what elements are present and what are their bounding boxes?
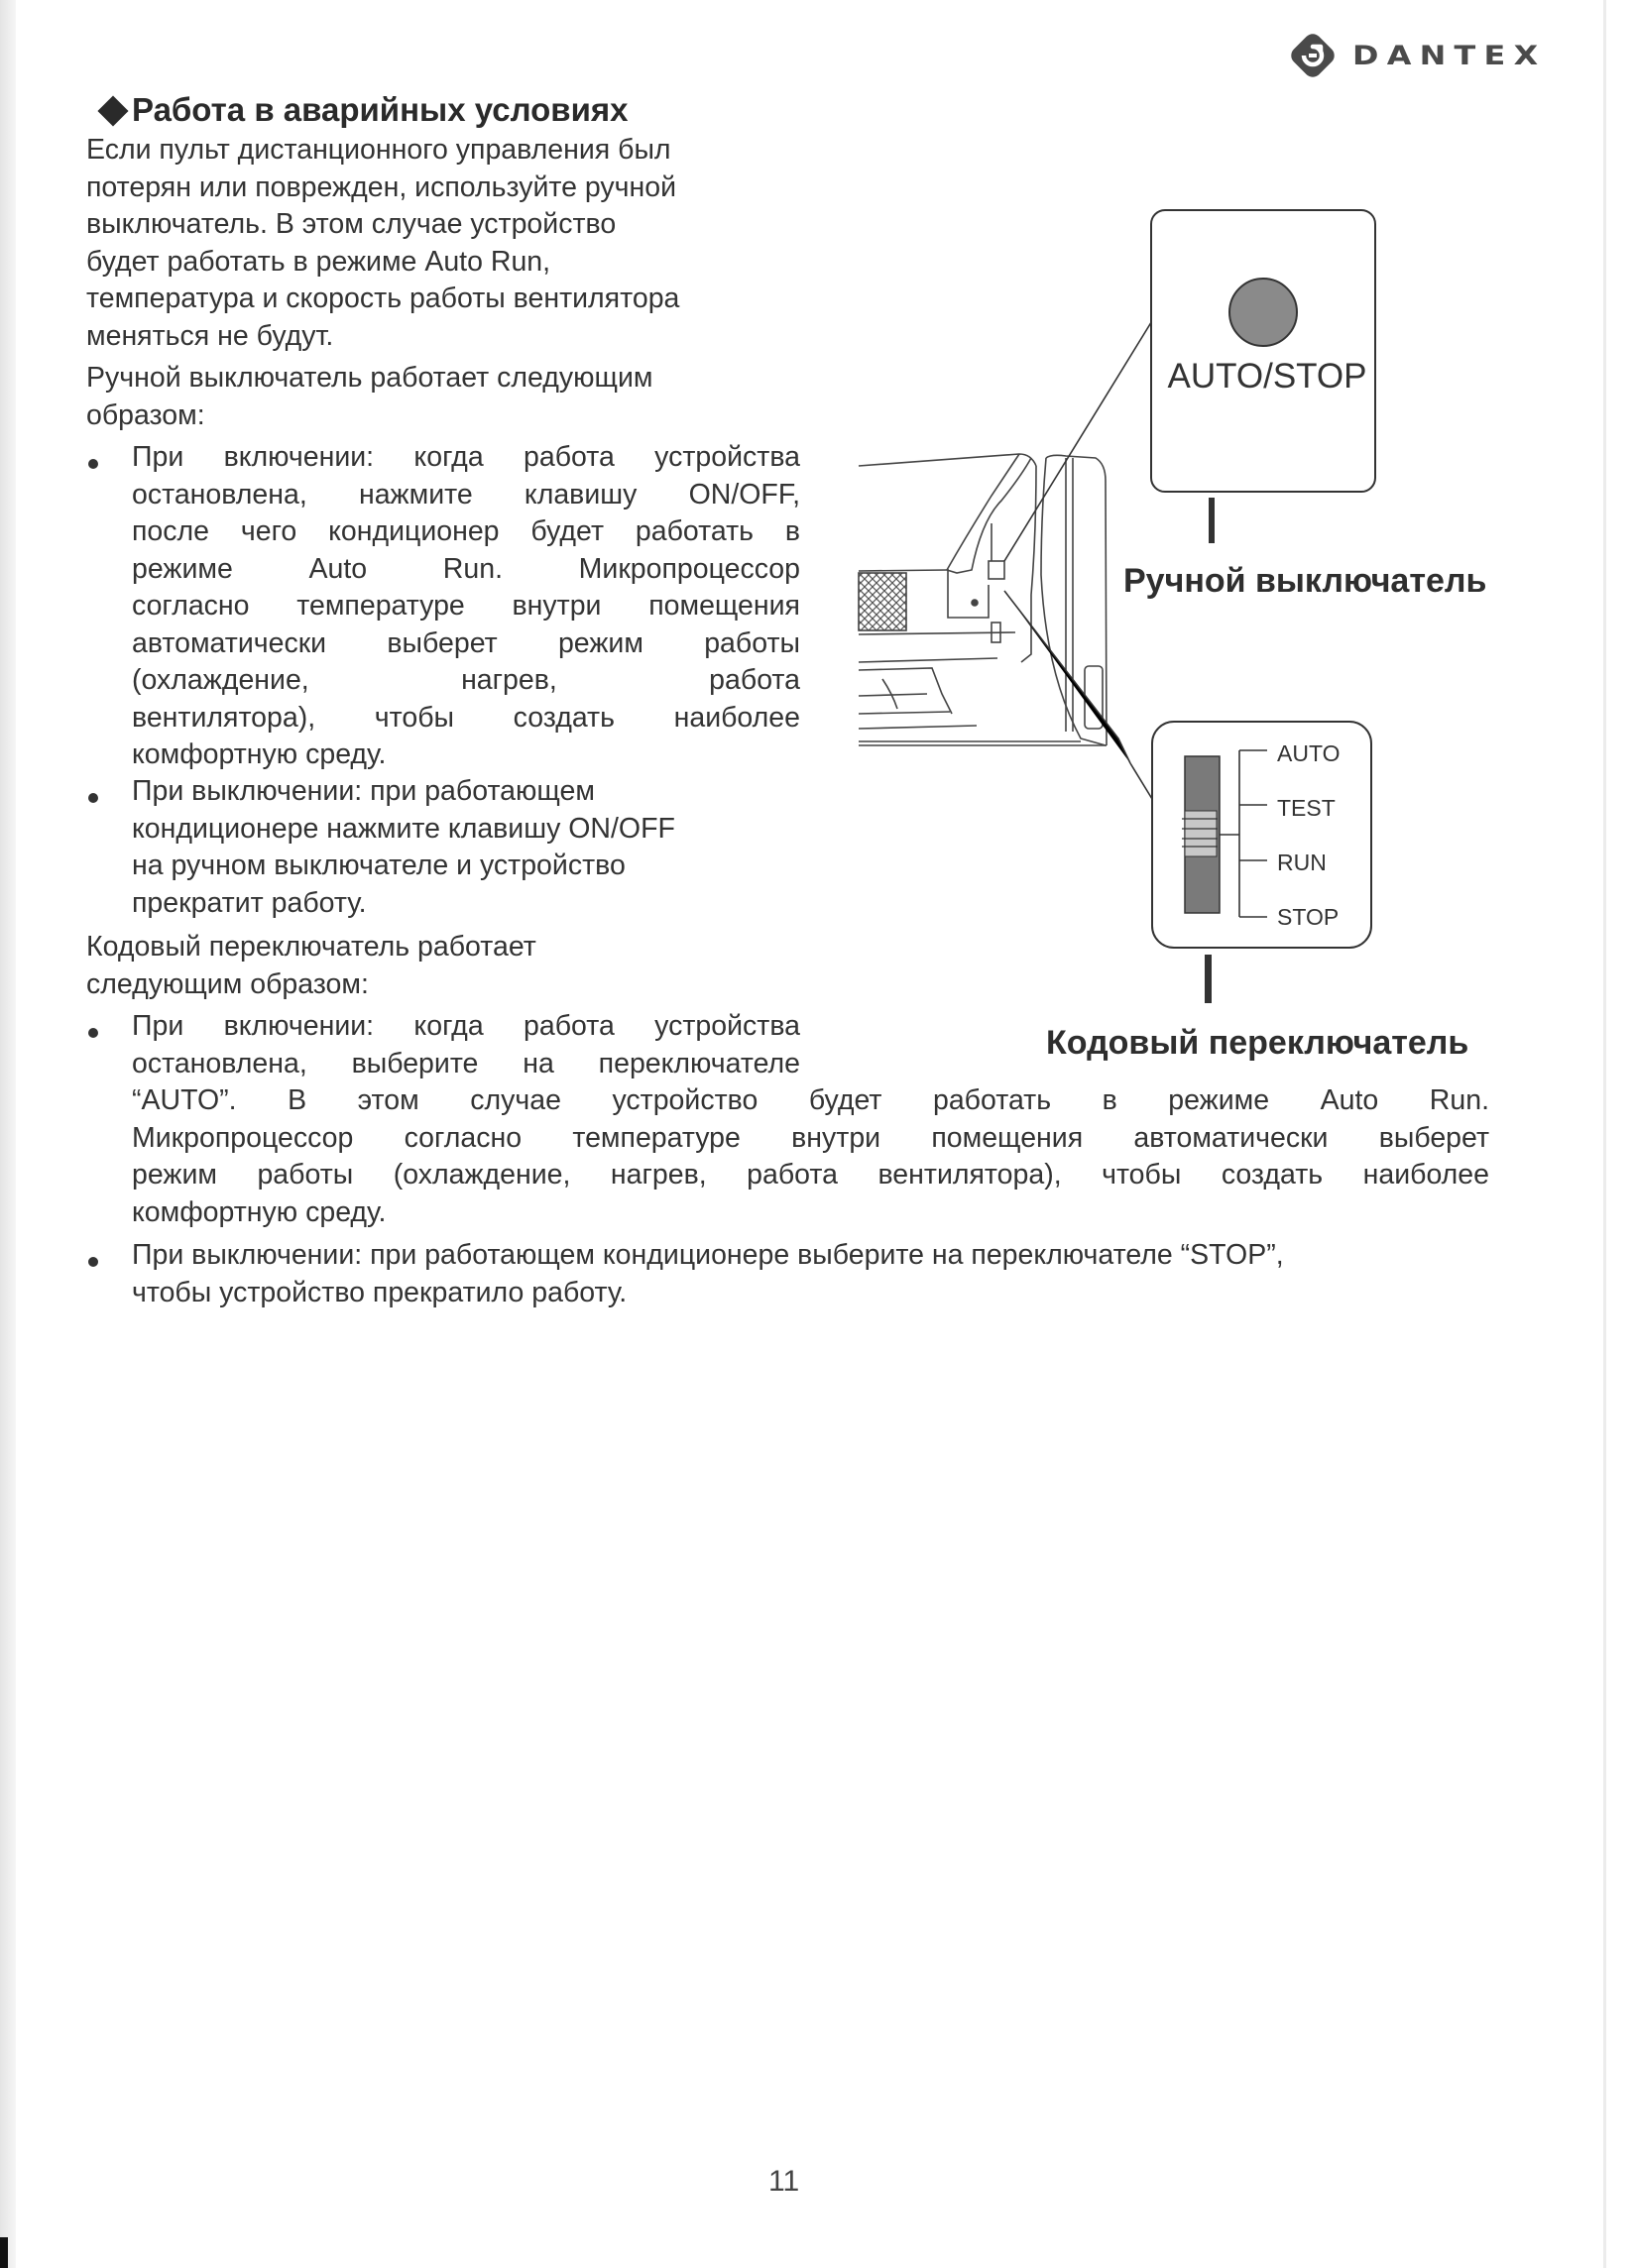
ac-unit-drawing xyxy=(859,454,1107,745)
position-auto: AUTO xyxy=(1277,740,1341,766)
scan-corner-mark xyxy=(0,2237,8,2268)
auto-stop-button-icon xyxy=(1229,279,1297,346)
text-line: (охлаждение, нагрев, работа xyxy=(132,664,800,696)
position-stop: STOP xyxy=(1277,904,1340,930)
code-bullet-off xyxy=(132,1237,1284,1311)
code-bullet-on-body xyxy=(132,1082,1489,1231)
manual-switch-caption: Ручной выключатель xyxy=(1123,562,1487,600)
switch-diagram xyxy=(0,0,1634,1090)
text-line: согласно температуре внутри помещения xyxy=(132,590,800,622)
text-line: автоматически выберет режим работы xyxy=(132,626,800,659)
text-line: следующим образом: xyxy=(86,967,369,1000)
text-line: после чего кондиционер будет работать в xyxy=(132,515,800,547)
code-switch-caption: Кодовый переключатель xyxy=(1046,1024,1469,1062)
text-line: “AUTO”. В этом случае устройство будет работать в режиме Auto Run. xyxy=(132,1084,1489,1116)
caption-pointer xyxy=(1205,955,1212,1003)
position-test: TEST xyxy=(1277,795,1336,821)
text-line: остановлена, нажмите клавишу ON/OFF, xyxy=(132,478,800,510)
text-line: режиме Auto Run. Микропроцессор xyxy=(132,552,800,585)
text-line: выключатель. В этом случае устройство xyxy=(86,208,617,240)
text-line: Если пульт дистанционного управления был xyxy=(86,134,671,166)
bullet-icon xyxy=(88,1257,98,1267)
text-line: кондиционере нажмите клавишу ON/OFF xyxy=(132,812,675,845)
text-line: на ручном выключателе и устройство xyxy=(132,850,626,881)
text-line: Ручной выключатель работает следующим xyxy=(86,362,653,394)
text-line: При включении: когда работа устройства xyxy=(132,1010,800,1042)
text-line: комфортную среду. xyxy=(132,1195,387,1228)
text-line: температура и скорость работы вентилятора xyxy=(86,283,680,314)
text-line: образом: xyxy=(86,398,205,431)
text-line: При выключении: при работающем xyxy=(132,775,595,807)
text-line: будет работать в режиме Auto Run, xyxy=(86,245,551,278)
leader-line-code xyxy=(1004,591,1130,763)
text-line: При выключении: при работающем кондиционере выберите на переключателе “STOP”, xyxy=(132,1239,1284,1271)
brand-name: DANTEX xyxy=(1352,40,1547,71)
text-line: чтобы устройство прекратило работу. xyxy=(132,1276,628,1308)
text-line: При включении: когда работа устройства xyxy=(132,441,800,473)
leader-line-manual xyxy=(1004,319,1153,561)
text-line: остановлена, выберите на переключателе xyxy=(132,1047,800,1079)
auto-stop-label: AUTO/STOP xyxy=(1167,357,1367,396)
code-switch-panel xyxy=(1152,722,1371,1003)
text-line: Микропроцессор согласно температуре внутри помещения автоматически выберет xyxy=(132,1121,1489,1154)
manual-switch-panel xyxy=(1151,210,1375,543)
text-line: прекратит работу. xyxy=(132,886,367,919)
text-line: режим работы (охлаждение, нагрев, работа вентилятора), чтобы создать наиболее xyxy=(132,1159,1489,1191)
caption-pointer xyxy=(1209,498,1215,543)
text-line: потерян или поврежден, используйте ручной xyxy=(86,170,677,203)
section-title-text: Работа в аварийных условиях xyxy=(132,91,629,128)
text-line: меняться не будут. xyxy=(86,319,334,352)
text-line: комфортную среду. xyxy=(132,738,387,770)
page-number: 11 xyxy=(768,2165,800,2198)
text-line: Кодовый переключатель работает xyxy=(86,931,536,963)
text-line: вентилятора), чтобы создать наиболее xyxy=(132,701,800,734)
position-run: RUN xyxy=(1277,850,1327,875)
